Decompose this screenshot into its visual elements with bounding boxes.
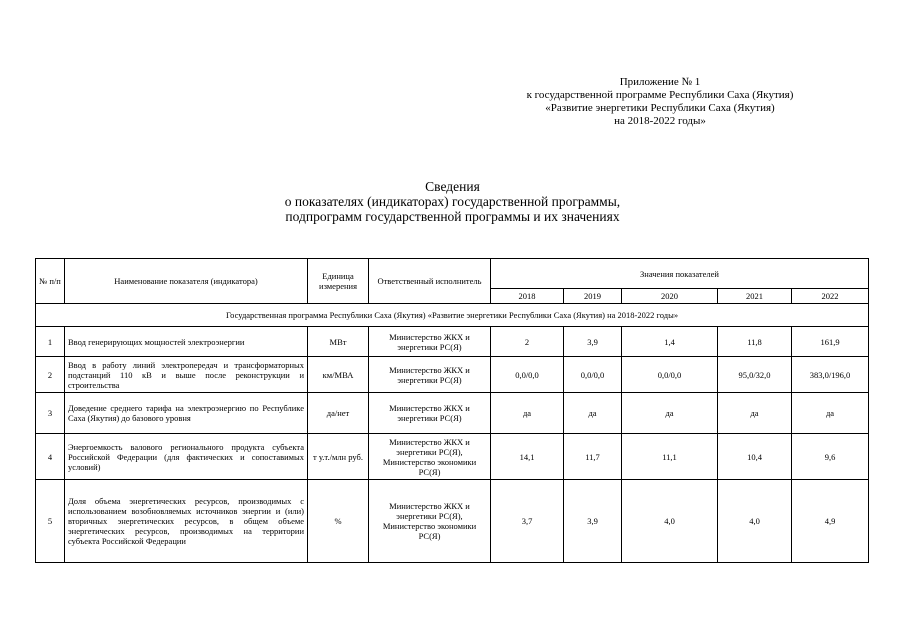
row-value: да <box>491 393 564 434</box>
row-num: 2 <box>36 357 65 393</box>
header-year: 2022 <box>792 289 869 304</box>
appendix-line: к государственной программе Республики Саха (Якутия) <box>526 89 794 101</box>
row-num: 1 <box>36 327 65 357</box>
table-row <box>36 357 869 393</box>
header-year: 2018 <box>491 289 564 304</box>
title-line: Сведения <box>425 179 480 194</box>
row-value: да <box>718 393 792 434</box>
row-value: да <box>564 393 622 434</box>
header-executor: Ответственный исполнитель <box>369 259 491 304</box>
row-value: 161,9 <box>792 327 869 357</box>
table-row <box>36 327 869 357</box>
row-num: 5 <box>36 480 65 563</box>
row-value: 0,0/0,0 <box>622 357 718 393</box>
row-value: 0,0/0,0 <box>491 357 564 393</box>
row-value: 9,6 <box>792 434 869 480</box>
title-line: о показателях (индикаторах) государственной программы, <box>284 194 621 209</box>
row-value: 11,7 <box>564 434 622 480</box>
row-executor: Министерство ЖКХ и энергетики РС(Я) <box>369 393 491 434</box>
program-row: Государственная программа Республики Саха (Якутия) «Развитие энергетики Республики Саха (Якутия) на 2018-2022 годы» <box>36 304 869 327</box>
row-name: Ввод генерирующих мощностей электроэнергии <box>65 327 308 357</box>
row-value: 11,8 <box>718 327 792 357</box>
document-title <box>0 179 905 224</box>
table-row <box>36 393 869 434</box>
row-value: 3,9 <box>564 327 622 357</box>
header-values: Значения показателей <box>491 259 869 289</box>
row-unit: МВт <box>308 327 369 357</box>
row-value: 95,0/32,0 <box>718 357 792 393</box>
title-line: подпрограмм государственной программы и их значениях <box>285 209 620 224</box>
row-name: Ввод в работу линий электропередач и трансформаторных подстанций 110 кВ и выше после реконструкции и строительства <box>65 357 308 393</box>
appendix-line: Приложение № 1 <box>619 76 701 88</box>
header-year: 2019 <box>564 289 622 304</box>
row-unit: км/МВА <box>308 357 369 393</box>
row-value: 2 <box>491 327 564 357</box>
row-num: 3 <box>36 393 65 434</box>
row-value: 0,0/0,0 <box>564 357 622 393</box>
row-value: 4,0 <box>622 480 718 563</box>
header-year: 2020 <box>622 289 718 304</box>
row-value: 4,9 <box>792 480 869 563</box>
header-year: 2021 <box>718 289 792 304</box>
row-num: 4 <box>36 434 65 480</box>
row-executor: Министерство ЖКХ и энергетики РС(Я), Министерство экономики РС(Я) <box>369 480 491 563</box>
header-unit: Единица измерения <box>308 259 369 304</box>
row-value: да <box>792 393 869 434</box>
row-unit: да/нет <box>308 393 369 434</box>
header-num: № п/п <box>36 259 65 304</box>
row-value: 14,1 <box>491 434 564 480</box>
row-value: 4,0 <box>718 480 792 563</box>
row-value: 10,4 <box>718 434 792 480</box>
row-value: 1,4 <box>622 327 718 357</box>
row-name: Доведение среднего тарифа на электроэнергию по Республике Саха (Якутия) до базового уровня <box>65 393 308 434</box>
row-executor: Министерство ЖКХ и энергетики РС(Я), Министерство экономики РС(Я) <box>369 434 491 480</box>
row-value: 3,7 <box>491 480 564 563</box>
appendix-line: «Развитие энергетики Республики Саха (Якутия) <box>545 102 775 114</box>
row-unit: т у.т./млн руб. <box>308 434 369 480</box>
row-value: 11,1 <box>622 434 718 480</box>
row-value: 3,9 <box>564 480 622 563</box>
header-name: Наименование показателя (индикатора) <box>65 259 308 304</box>
row-value: 383,0/196,0 <box>792 357 869 393</box>
indicators-table <box>35 258 869 563</box>
row-name: Энергоемкость валового регионального продукта субъекта Российской Федерации (для фактических и сопоставимых условий) <box>65 434 308 480</box>
row-executor: Министерство ЖКХ и энергетики РС(Я) <box>369 357 491 393</box>
appendix-block <box>470 76 850 128</box>
row-name: Доля объема энергетических ресурсов, производимых с использованием возобновляемых источников энергии и (или) вторичных энергетических ресурсов, в общем объеме энергетических ресурсов, производимых на территории субъекта Российской Федерации <box>65 480 308 563</box>
row-unit: % <box>308 480 369 563</box>
table-row <box>36 434 869 480</box>
row-executor: Министерство ЖКХ и энергетики РС(Я) <box>369 327 491 357</box>
row-value: да <box>622 393 718 434</box>
appendix-line: на 2018-2022 годы» <box>614 115 706 127</box>
table-row <box>36 480 869 563</box>
